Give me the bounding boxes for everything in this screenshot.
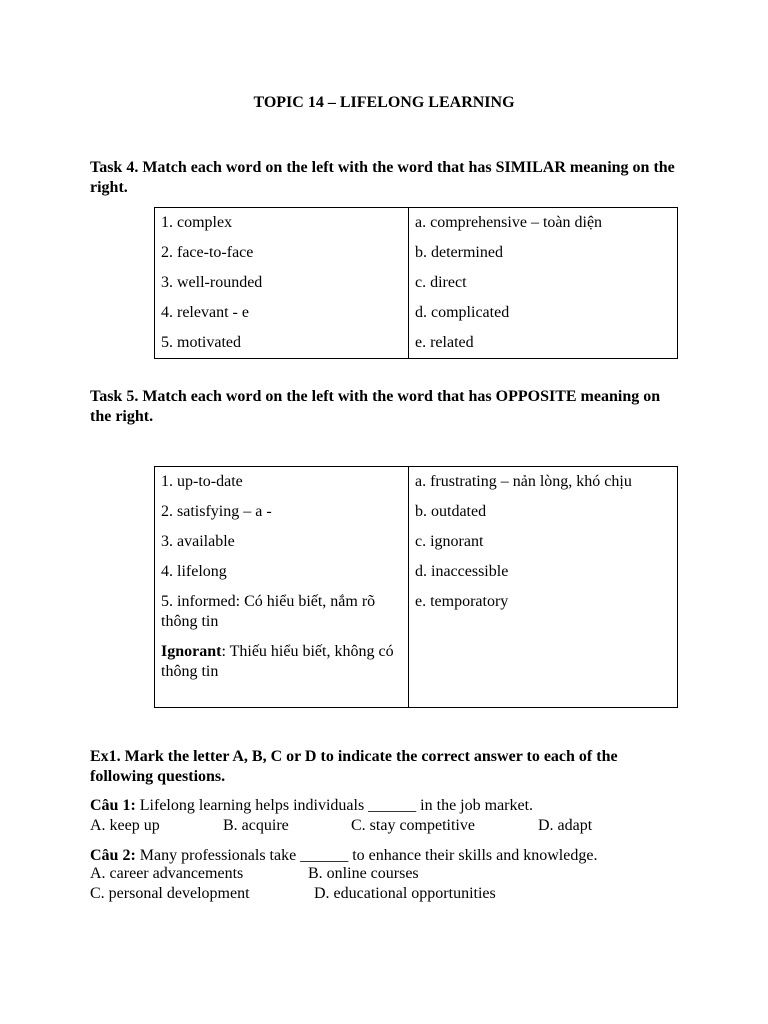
task5-empty-cell [409, 637, 678, 708]
q2-option-b: B. online courses [308, 865, 419, 882]
task4-left-1: 1. complex [155, 208, 409, 239]
q2-option-d: D. educational opportunities [314, 885, 496, 902]
page-title: TOPIC 14 – LIFELONG LEARNING [253, 94, 515, 111]
task4-right-5: e. related [409, 328, 678, 359]
table-row [155, 268, 678, 298]
question-1-label: Câu 1: [90, 797, 136, 814]
table-row [155, 467, 678, 498]
table-row [155, 208, 678, 239]
task4-right-1: a. comprehensive – toàn diện [409, 208, 678, 239]
table-row [155, 637, 678, 708]
task4-right-2: b. determined [409, 238, 678, 268]
task5-note-term: Ignorant [161, 643, 222, 660]
table-row [155, 527, 678, 557]
q2-option-a: A. career advancements [90, 865, 244, 882]
q1-option-a: A. keep up [90, 817, 160, 834]
question-2-label: Câu 2: [90, 847, 136, 864]
table-row [155, 328, 678, 359]
task4-left-3: 3. well-rounded [155, 268, 409, 298]
ex1-heading: Ex1. Mark the letter A, B, C or D to indicate the correct answer to each of the following questions. [90, 748, 618, 785]
task5-heading: Task 5. Match each word on the left with the word that has OPPOSITE meaning on the right. [90, 388, 661, 425]
table-row [155, 497, 678, 527]
task5-right-1: a. frustrating – nản lòng, khó chịu [409, 467, 678, 498]
question-2 [90, 846, 730, 866]
task4-table [154, 207, 678, 359]
task5-left-2: 2. satisfying – a - [155, 497, 409, 527]
table-row [155, 238, 678, 268]
table-row [155, 557, 678, 587]
question-1 [90, 796, 730, 816]
task5-right-4: d. inaccessible [409, 557, 678, 587]
question-1-text: Lifelong learning helps individuals ______ in the job market. [135, 797, 534, 814]
table-row [155, 298, 678, 328]
task5-note-definition: : Thiếu hiểu biết, không có thông tin [161, 643, 394, 680]
q1-option-b: B. acquire [223, 817, 289, 834]
task5-note [155, 637, 409, 708]
q1-option-c: C. stay competitive [351, 817, 475, 834]
task4-left-5: 5. motivated [155, 328, 409, 359]
q1-option-d: D. adapt [538, 817, 593, 834]
task5-right-3: c. ignorant [409, 527, 678, 557]
q2-option-c: C. personal development [90, 885, 250, 902]
task4-left-2: 2. face-to-face [155, 238, 409, 268]
question-2-text: Many professionals take ______ to enhance their skills and knowledge. [135, 847, 598, 864]
task5-table [154, 466, 678, 708]
task4-right-4: d. complicated [409, 298, 678, 328]
task4-left-4: 4. relevant - e [155, 298, 409, 328]
task4-heading: Task 4. Match each word on the left with the word that has SIMILAR meaning on the right. [90, 159, 675, 196]
task5-left-1: 1. up-to-date [155, 467, 409, 498]
task5-left-5: 5. informed: Có hiểu biết, nắm rõ thông tin [155, 587, 409, 637]
table-row [155, 587, 678, 637]
task5-right-2: b. outdated [409, 497, 678, 527]
task5-right-5: e. temporatory [409, 587, 678, 637]
task5-left-3: 3. available [155, 527, 409, 557]
task5-left-4: 4. lifelong [155, 557, 409, 587]
task4-right-3: c. direct [409, 268, 678, 298]
